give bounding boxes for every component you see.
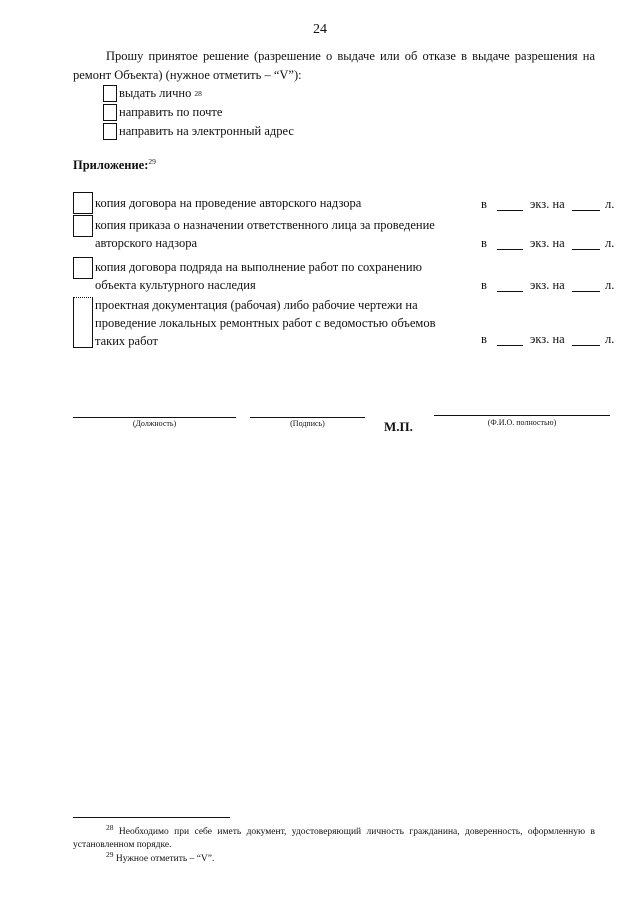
footnote-mark: 29	[148, 156, 156, 166]
sheets-blank[interactable]	[572, 236, 600, 250]
attachment-item: копия приказа о назначении ответственного лица за проведение авторского надзора	[95, 218, 435, 250]
checkbox[interactable]	[103, 104, 117, 121]
sheets-blank[interactable]	[572, 197, 600, 211]
option-deliver-in-person[interactable]: выдать лично 28	[103, 84, 202, 103]
option-send-by-mail[interactable]	[103, 103, 222, 122]
attachments-title: Приложение:$^{29}$	[73, 156, 156, 172]
sheets-blank[interactable]	[572, 278, 600, 292]
attachment-checkbox[interactable]	[73, 192, 93, 214]
request-paragraph: Прошу принятое решение (разрешение о выдаче или об отказе в выдаче разрешения на ремонт Объекта) (нужное отметить – “V”):	[73, 49, 595, 82]
page-number: 24	[313, 22, 327, 37]
footnote-28: $^{28}$ Необходимо при себе иметь документ, удостоверяющий личность гражданина, доверенность, оформленную в установленном порядке.	[73, 822, 596, 850]
copies-blank[interactable]	[497, 278, 523, 292]
option-label: выдать лично	[119, 86, 192, 100]
attachment-checkbox[interactable]	[73, 257, 93, 279]
copies-blank[interactable]	[497, 197, 523, 211]
attachment-count: в экз. на л.	[481, 197, 615, 211]
sheets-blank[interactable]	[572, 332, 600, 346]
signature-line[interactable]	[250, 417, 365, 418]
full-name-caption: (Ф.И.О. полностью)	[487, 418, 557, 427]
attachment-item: копия договора на проведение авторского надзора	[95, 196, 362, 210]
attachment-count: в экз. на л.	[481, 236, 615, 250]
checkbox[interactable]	[103, 123, 117, 140]
checkbox[interactable]	[103, 85, 117, 102]
position-caption: (Должность)	[132, 419, 177, 428]
full-name-line[interactable]	[434, 415, 610, 416]
copies-blank[interactable]	[497, 332, 523, 346]
option-label: направить по почте	[119, 105, 223, 119]
stamp-mark: М.П.	[384, 419, 413, 434]
attachment-count: в экз. на л.	[481, 278, 615, 292]
copies-blank[interactable]	[497, 236, 523, 250]
footnote-divider	[73, 817, 230, 818]
option-send-by-email[interactable]	[103, 122, 294, 141]
option-label: направить на электронный адрес	[119, 124, 294, 138]
attachment-checkbox[interactable]	[73, 215, 93, 237]
attachment-item: копия договора подряда на выполнение работ по сохранению объекта культурного наследия	[95, 260, 422, 292]
attachment-item: проектная документация (рабочая) либо рабочие чертежи на проведение локальных ремонтных работ с ведомостью объемов таких работ	[95, 298, 436, 348]
attachment-checkbox[interactable]	[73, 297, 93, 348]
attachment-count: в экз. на л.	[481, 332, 615, 346]
signature-caption: (Подпись)	[290, 419, 325, 428]
footnote-29: $^{29}$ Нужное отметить – “V”.	[106, 849, 215, 864]
position-line[interactable]	[73, 417, 236, 418]
